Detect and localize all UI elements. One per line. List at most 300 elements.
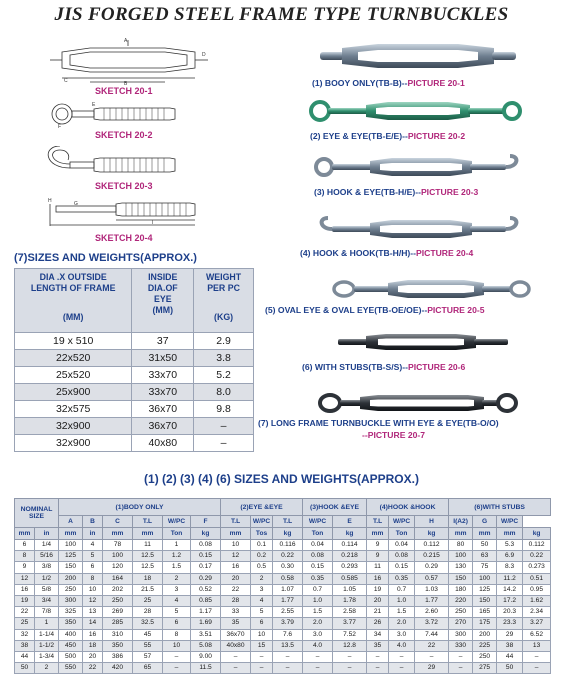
table-cell: 2.0 [303,618,333,629]
table-cell: 12.8 [333,640,367,651]
table-cell: 200 [473,629,497,640]
table-cell: 0.112 [415,540,449,551]
table-cell: 0.22 [523,551,551,562]
table-cell: 1.5 [163,562,191,573]
column-unit: mm [15,528,35,540]
table-cell: 80 [449,540,473,551]
picture-label [302,362,465,372]
table-cell: 0.218 [333,551,367,562]
table-cell: 12 [83,595,103,606]
table-cell: 0.95 [523,584,551,595]
table-cell: 28 [221,595,251,606]
table-cell: – [389,651,415,662]
table-cell: 150 [473,595,497,606]
column-unit: kg [191,528,221,540]
table-cell: – [273,651,303,662]
table-cell: 37 [132,333,194,350]
table-cell: 300 [449,629,473,640]
table-row [15,401,254,418]
table-row [15,618,551,629]
column-letter: W/PC [303,516,333,528]
group-body-only: (1)BODY ONLY [59,499,221,516]
table-cell: 125 [473,584,497,595]
column-letter: T.L [221,516,251,528]
table-cell: 7.6 [273,629,303,640]
table-cell: 0.29 [415,562,449,573]
table-cell: 25x900 [15,384,132,401]
table-cell: 164 [103,573,133,584]
table-cell: 36x70 [221,629,251,640]
table-cell: 225 [473,640,497,651]
table-cell: 15 [251,640,273,651]
picture-20-7-long-frame-eye-and-eye [318,390,518,416]
table-cell: 6 [251,618,273,629]
table-cell: 12 [15,573,35,584]
table-cell: 2.60 [415,607,449,618]
table-cell: 0.17 [191,562,221,573]
picture-20-6-with-stubs [336,330,511,354]
table-cell: 5 [251,607,273,618]
table-cell: 28 [133,607,163,618]
table-cell: 165 [473,607,497,618]
table-cell: 2.55 [273,607,303,618]
table-cell: 32x900 [15,418,132,435]
table-cell: 0.15 [303,562,333,573]
table-cell: 31x50 [132,350,194,367]
column-letter: H [415,516,449,528]
table-cell: 36x70 [132,401,194,418]
header-line: INSIDE [148,272,178,282]
group-nominal-size: NOMINAL SIZE [15,499,59,528]
table-cell: 8 [163,629,191,640]
column-letter: A [59,516,83,528]
picture-label-code: PICTURE 20-1 [407,78,465,88]
sizes-weights-table-7 [14,268,254,452]
table-cell: 1.17 [191,607,221,618]
column-letter: C [103,516,133,528]
table-cell: 2.0 [389,618,415,629]
sketch-label: SKETCH 20-4 [95,233,153,243]
table-cell: 0.22 [273,551,303,562]
sizes-weights-main-table [14,498,551,674]
table-cell: – [367,651,389,662]
table-cell: 45 [133,629,163,640]
picture-label [300,248,473,258]
table-cell: 3/8 [35,562,59,573]
picture-label [314,187,478,197]
table-cell: 38 [15,640,35,651]
table-cell: 5/8 [35,584,59,595]
sketch-letter-c: C [64,78,68,84]
table-cell: 25 [15,618,35,629]
table-cell: 4.0 [303,640,333,651]
table-cell: 330 [449,640,473,651]
table-cell: 25 [133,595,163,606]
column-unit: in [35,528,59,540]
table-cell: 1-1/2 [35,640,59,651]
column-letter: T.L [273,516,303,528]
table-cell: 10 [83,584,103,595]
table-row [15,384,254,401]
group-hook-hook: (4)HOOK &HOOK [367,499,449,516]
table-cell: – [163,663,191,674]
table-row [15,651,551,662]
picture-20-3-hook-and-eye [312,152,522,182]
table-cell: 50 [473,540,497,551]
table-cell: 125 [59,551,83,562]
column-letter: G [473,516,497,528]
table-cell: 3.27 [523,618,551,629]
table-cell: 1.77 [415,595,449,606]
table-cell: 0.08 [191,540,221,551]
table-cell: 0.52 [191,584,221,595]
group-with-stubs: (6)WITH STUBS [449,499,551,516]
picture-20-1-body-only [318,38,518,74]
table-cell: 300 [59,595,83,606]
table-cell: – [415,651,449,662]
picture-label-code: PICTURE 20-3 [420,187,479,197]
table7-title: (7)SIZES AND WEIGHTS(APPROX.) [14,252,197,264]
table-cell: 1-3/4 [35,651,59,662]
table-cell: 2 [35,663,59,674]
header-line: DIA.OF [147,283,178,293]
table-cell: 20 [221,573,251,584]
table-cell: 18 [83,640,103,651]
sketch-label: SKETCH 20-1 [95,86,153,96]
table-cell: 11.5 [191,663,221,674]
table-cell: 18 [133,573,163,584]
table-cell: 310 [103,629,133,640]
table-row [15,640,551,651]
page-title: JIS FORGED STEEL FRAME TYPE TURNBUCKLES [54,4,509,25]
table-cell: 23.3 [497,618,523,629]
table-cell: 1/2 [35,573,59,584]
table-cell: 450 [59,640,83,651]
column-letter: W/PC [497,516,523,528]
table-cell: 50 [15,663,35,674]
sketch-letter-d: D [202,52,206,58]
table-cell: 350 [59,618,83,629]
column-unit: mm [497,528,523,540]
column-letter: W/PC [389,516,415,528]
table-cell: 400 [59,629,83,640]
table-cell: 22 [15,607,35,618]
picture-label-code: PICTURE 20-5 [427,305,485,315]
table-cell: 0.85 [191,595,221,606]
sketch-letter-b: B [124,81,128,86]
group-eye-eye: (2)EYE &EYE [221,499,303,516]
table-cell: 2 [251,573,273,584]
column-letter: B [83,516,103,528]
table-cell: 8.0 [194,384,254,401]
table-cell: 100 [103,551,133,562]
table-cell: 29 [497,629,523,640]
table-cell: 200 [59,573,83,584]
table-row [15,573,551,584]
sketch-label: SKETCH 20-2 [95,130,153,140]
sketch-letter-h: H [48,198,52,204]
table-cell: 12.5 [133,562,163,573]
table-row [15,551,551,562]
picture-label-text: (2) EYE & EYE(TB-E/E)-- [310,131,408,141]
table-cell: – [523,651,551,662]
table-cell: 22x520 [15,350,132,367]
column-unit: mm [59,528,83,540]
table-cell: 20 [367,595,389,606]
table-cell: 57 [133,651,163,662]
table-cell: 7/8 [35,607,59,618]
table-cell: 4.0 [389,640,415,651]
table-cell: – [251,663,273,674]
table-cell: 3.79 [273,618,303,629]
table-cell: 250 [473,651,497,662]
table-cell: 250 [59,584,83,595]
table-cell: 6.9 [497,551,523,562]
table-cell: 250 [103,595,133,606]
table-row [15,595,551,606]
table-cell: 3 [163,584,191,595]
table-cell: 4 [163,595,191,606]
table-row [15,562,551,573]
picture-label-code: PICTURE 20-6 [407,362,466,372]
table-row [15,435,254,452]
picture-label-text: (3) HOOK & EYE(TB-H/E)-- [314,187,421,197]
table-cell: 13.5 [273,640,303,651]
table-cell: 269 [103,607,133,618]
table-cell: 220 [449,595,473,606]
table-cell: 1.05 [333,584,367,595]
table-cell: 1 [35,618,59,629]
table-cell: 5 [163,607,191,618]
column-letter: F [191,516,221,528]
table-cell: 33x70 [132,367,194,384]
table-cell: 0.58 [273,573,303,584]
table-cell: 65 [133,663,163,674]
table-cell: 500 [59,651,83,662]
table-cell: 19 [15,595,35,606]
table-row [15,607,551,618]
table-cell: 175 [473,618,497,629]
table-cell: 0.585 [333,573,367,584]
group-hook-eye: (3)HOOK &EYE [303,499,367,516]
table-cell: 10 [221,540,251,551]
main-table-title: (1) (2) (3) (4) (6) SIZES AND WEIGHTS(APPROX.) [144,472,419,486]
table-cell: – [523,663,551,674]
table-cell: 19 [367,584,389,595]
table-cell: 78 [103,540,133,551]
sketch-letter-a: A [124,38,128,44]
table-cell: 275 [473,663,497,674]
column-unit: mm [103,528,133,540]
table-cell: 75 [473,562,497,573]
table-cell: 1.69 [191,618,221,629]
column-unit: in [83,528,103,540]
table-cell: – [303,663,333,674]
table-row [15,629,551,640]
header-line: LENGTH OF FRAME [30,283,116,293]
sketch-letter-g: G [74,201,78,207]
table-cell: 0.112 [523,540,551,551]
table-cell: 16 [83,629,103,640]
table-cell: 55 [133,640,163,651]
table-cell: 21 [367,607,389,618]
table-cell: – [389,663,415,674]
column-letter: E [333,516,367,528]
table-cell: 1.07 [273,584,303,595]
table-cell: 12 [221,551,251,562]
column-letter: T.L [133,516,163,528]
table-cell: 35 [367,640,389,651]
table-cell: 63 [473,551,497,562]
table-cell: 5 [83,551,103,562]
table-cell: 350 [103,640,133,651]
table-cell: 150 [59,562,83,573]
table-cell: 0.7 [389,584,415,595]
column-unit: mm [473,528,497,540]
table-cell: 5.2 [194,367,254,384]
table-cell: 16 [367,573,389,584]
table-cell: 50 [497,663,523,674]
table-cell: 1.78 [333,595,367,606]
table-cell: 33 [221,607,251,618]
table-cell: 2.9 [194,333,254,350]
table-cell: – [221,663,251,674]
column-unit: kg [415,528,449,540]
table-cell: 3.8 [194,350,254,367]
table-cell: 0.04 [389,540,415,551]
picture-label-text: (1) BOOY ONLY(TB-B)-- [312,78,408,88]
table-cell: 0.215 [415,551,449,562]
table-cell: 11 [133,540,163,551]
table-cell: 9.8 [194,401,254,418]
table-cell: 25x520 [15,367,132,384]
picture-label-code: --PICTURE 20-7 [362,430,426,440]
header-line: EYE [153,294,172,304]
header-line: WEIGHT [205,272,242,282]
table-cell: 3.72 [415,618,449,629]
table-cell: 2.34 [523,607,551,618]
table-cell: 100 [473,573,497,584]
table-cell: – [273,663,303,674]
table-cell: 9.00 [191,651,221,662]
table-cell: – [194,435,254,452]
picture-label-code: PICTURE 20-4 [416,248,474,258]
table-cell: 150 [449,573,473,584]
table-cell: 33x70 [132,384,194,401]
table-cell: 16 [15,584,35,595]
table-cell: 8 [83,573,103,584]
table-cell: 3.0 [389,629,415,640]
table7-header-inside [132,269,194,333]
table-cell: 1.5 [389,607,415,618]
table-cell: 100 [449,551,473,562]
sketch-20-2-drawing [40,98,215,130]
sketch-20-3-drawing [40,146,215,180]
table-cell: 0.273 [523,562,551,573]
column-letter: W/PC [251,516,273,528]
picture-20-2-eye-and-eye [308,96,523,126]
table-cell: 3.0 [303,629,333,640]
table-cell: 0.08 [389,551,415,562]
picture-20-5-oval-eye-and-oval-eye [332,275,532,303]
column-unit: Ton [389,528,415,540]
table-cell: 0.116 [273,540,303,551]
table-cell: 420 [103,663,133,674]
picture-label-text: (6) WITH STUBS(TB-S/S)-- [302,362,408,372]
table-cell: 270 [449,618,473,629]
table-cell: 100 [59,540,83,551]
table-cell: – [449,651,473,662]
table-cell: 22 [221,584,251,595]
table-cell: 22 [83,663,103,674]
table-cell: 20 [83,651,103,662]
table-cell: 180 [449,584,473,595]
table-cell: 32.5 [133,618,163,629]
table-cell: 13 [523,640,551,651]
table-cell: – [367,663,389,674]
sketch-20-1-drawing [40,34,215,86]
table-cell: 0.7 [303,584,333,595]
table-cell: 130 [449,562,473,573]
table-cell: 285 [103,618,133,629]
table-cell: 1/4 [35,540,59,551]
sketch-letter-f: F [58,124,62,130]
table-cell: 1.62 [523,595,551,606]
table-cell: 1 [163,540,191,551]
table-cell: 3 [251,584,273,595]
table-cell: 14 [83,618,103,629]
table-cell: 3.77 [333,618,367,629]
table-cell: 9 [367,551,389,562]
table-cell: 38 [497,640,523,651]
sketch-label: SKETCH 20-3 [95,181,153,191]
table-cell: 7.52 [333,629,367,640]
table-row [15,367,254,384]
table-cell: 34 [367,629,389,640]
table-row [15,418,254,435]
table-cell: 250 [449,607,473,618]
table-cell: 44 [15,651,35,662]
table-cell: 1.2 [163,551,191,562]
table-cell: 325 [59,607,83,618]
table-cell: 2.58 [333,607,367,618]
table-cell: 32x575 [15,401,132,418]
header-unit: (MM) [62,312,84,322]
header-unit: (KG) [214,312,234,322]
table-cell: 0.293 [333,562,367,573]
table-cell: 7.44 [415,629,449,640]
table-cell: – [163,651,191,662]
table-cell: 4 [251,595,273,606]
table-row [15,350,254,367]
table-cell: 386 [103,651,133,662]
column-letter: T.L [367,516,389,528]
picture-label-text: (4) HOOK & HOOK(TB-H/H)-- [300,248,416,258]
column-unit: Ton [303,528,333,540]
table-cell: 0.30 [273,562,303,573]
table-cell: 9 [15,562,35,573]
table-row [15,584,551,595]
table-cell: 1.5 [303,607,333,618]
table-cell: 1.0 [389,595,415,606]
table-cell: 1.0 [303,595,333,606]
table-cell: 8 [15,551,35,562]
table-cell: 6 [15,540,35,551]
table-cell: 0.04 [303,540,333,551]
header-unit: (MM) [152,305,174,315]
header-line: DIA .X OUTSIDE [39,272,107,282]
table-cell: 17.2 [497,595,523,606]
